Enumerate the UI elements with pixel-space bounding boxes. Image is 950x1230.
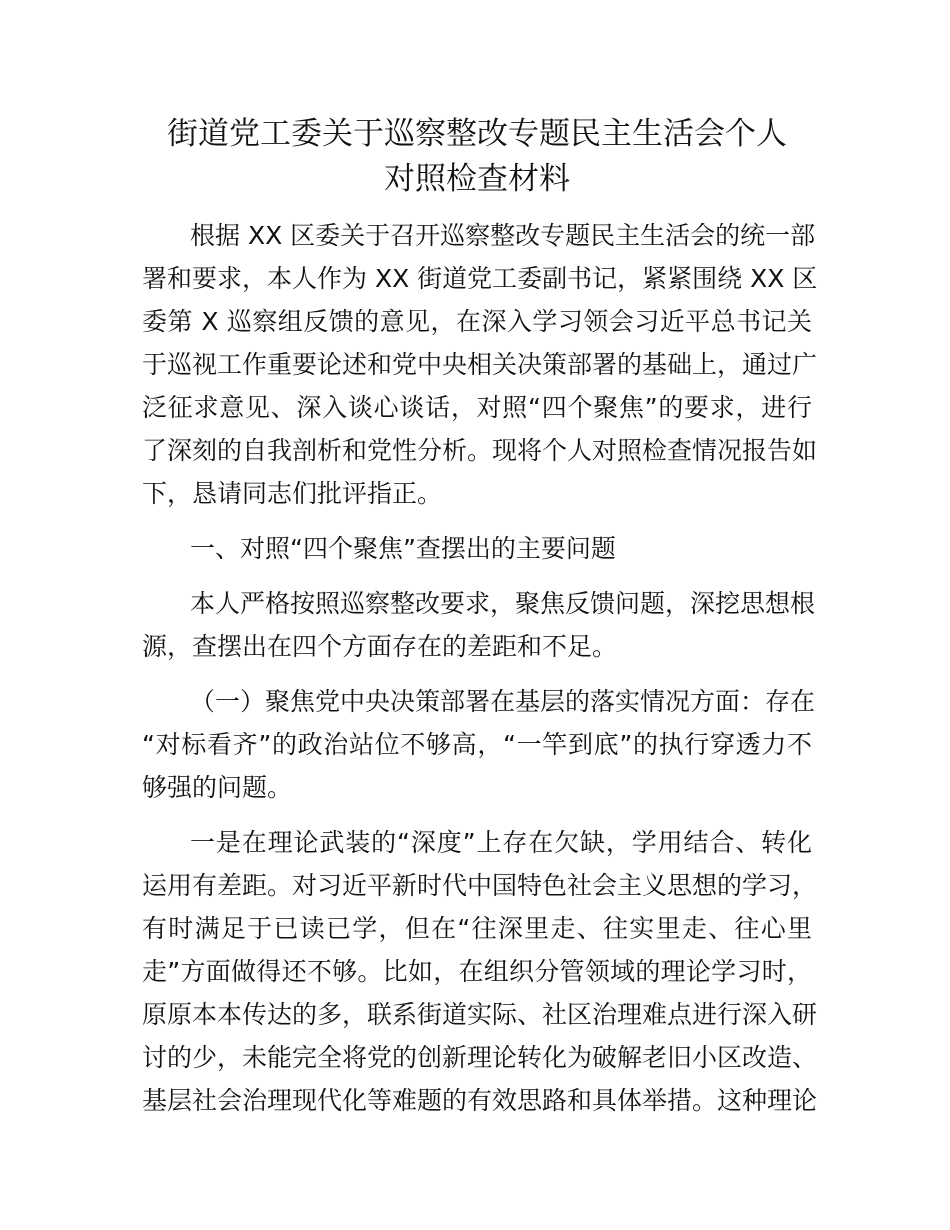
paragraph bbox=[142, 680, 816, 809]
text-line: 一是在理论武装的“深度”上存在欠缺，学用结合、转化 bbox=[190, 828, 812, 857]
paragraph bbox=[142, 582, 816, 668]
text-line: （一）聚焦党中央决策部署在基层的落实情况方面：存在 bbox=[190, 687, 816, 716]
text-line: 够强的问题。 bbox=[142, 773, 293, 802]
text-line: 委第 X 巡察组反馈的意见，在深入学习领会习近平总书记关 bbox=[142, 307, 812, 336]
text-line: 走”方面做得还不够。比如，在组织分管领域的理论学习时， bbox=[142, 957, 812, 986]
text-line: 讨的少，未能完全将党的创新理论转化为破解老旧小区改造、 bbox=[142, 1043, 818, 1072]
text-line: 下，恳请同志们批评指正。 bbox=[142, 479, 443, 508]
title-line: 对照检查材料 bbox=[384, 161, 570, 197]
text-line: 于巡视工作重要论述和党中央相关决策部署的基础上，通过广 bbox=[142, 350, 818, 379]
text-line: 原原本本传达的多，联系街道实际、社区治理难点进行深入研 bbox=[142, 1000, 818, 1029]
text-line: 了深刻的自我剖析和党性分析。现将个人对照检查情况报告如 bbox=[142, 436, 818, 465]
text-line: 本人严格按照巡察整改要求，聚焦反馈问题，深挖思想根 bbox=[190, 589, 816, 618]
title-line: 街道党工委关于巡察整改专题民主生活会个人 bbox=[167, 116, 787, 152]
text-line: 源，查摆出在四个方面存在的差距和不足。 bbox=[142, 632, 618, 661]
document-page bbox=[142, 112, 818, 1122]
section-heading bbox=[142, 527, 812, 570]
document-title bbox=[142, 112, 812, 202]
text-line: 一、对照“四个聚焦”查摆出的主要问题 bbox=[190, 534, 616, 563]
text-line: 根据 XX 区委关于召开巡察整改专题民主生活会的统一部 bbox=[190, 221, 816, 250]
text-line: 基层社会治理现代化等难题的有效思路和具体举措。这种理论 bbox=[142, 1086, 818, 1115]
document-body bbox=[142, 214, 818, 1122]
text-line: 运用有差距。对习近平新时代中国特色社会主义思想的学习， bbox=[142, 871, 818, 900]
text-line: “对标看齐”的政治站位不够高，“一竿到底”的执行穿透力不 bbox=[142, 730, 812, 759]
paragraph bbox=[142, 821, 818, 1122]
text-line: 泛征求意见、深入谈心谈话，对照“四个聚焦”的要求，进行 bbox=[142, 393, 812, 422]
text-line: 署和要求，本人作为 XX 街道党工委副书记，紧紧围绕 XX 区 bbox=[142, 264, 818, 293]
paragraph bbox=[142, 214, 818, 515]
text-line: 有时满足于已读已学，但在“往深里走、往实里走、往心里 bbox=[142, 914, 812, 943]
